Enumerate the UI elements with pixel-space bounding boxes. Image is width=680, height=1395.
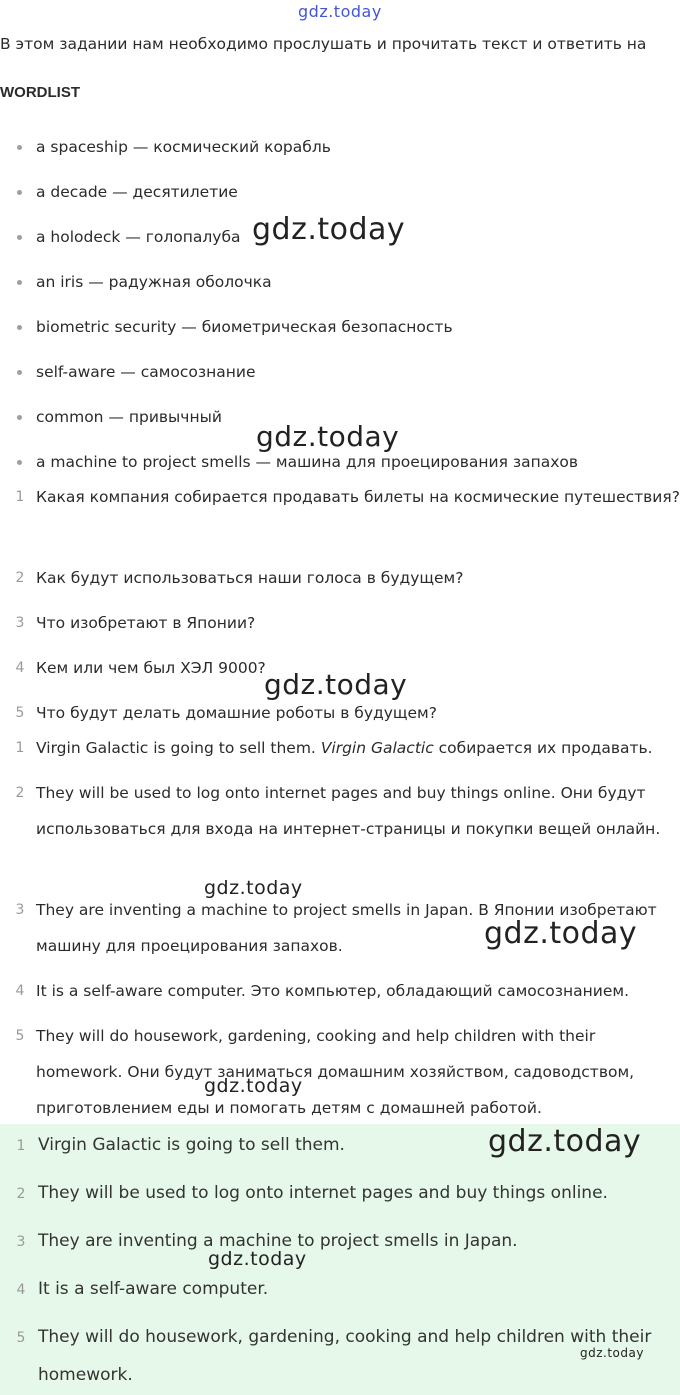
- watermark: gdz.today: [204, 877, 303, 899]
- answer-ru: Они будут использоваться для входа на интернет-страницы и покупки вещей онлайн.: [36, 784, 661, 838]
- question-text: Что изобретают в Японии?: [36, 614, 256, 632]
- wordlist-item-text: a machine to project smells — машина для проецирования запахов: [36, 453, 579, 471]
- final-answer-text: It is a self-aware computer.: [38, 1279, 269, 1299]
- final-answer-number: 2: [16, 1186, 26, 1202]
- bullet-icon: [17, 460, 22, 465]
- bullet-icon: [17, 415, 22, 420]
- answer-en: Virgin Galactic is going to sell them.: [36, 739, 316, 757]
- bullet-icon: [17, 325, 22, 330]
- answer-number: 1: [15, 740, 25, 756]
- final-answer-number: 3: [16, 1234, 26, 1250]
- final-answer-text: They are inventing a machine to project smells in Japan.: [38, 1231, 518, 1251]
- watermark: gdz.today: [252, 212, 406, 247]
- answer-en: They will do housework, gardening, cooking and help children with their homework.: [36, 1027, 596, 1081]
- answer-text: [36, 775, 680, 847]
- wordlist-item-text: a decade — десятилетие: [36, 183, 238, 201]
- question-number: 5: [15, 705, 25, 721]
- wordlist-item-text: an iris — радужная оболочка: [36, 273, 272, 291]
- bullet-icon: [17, 370, 22, 375]
- wordlist-item-text: biometric security — биометрическая безопасность: [36, 318, 453, 336]
- bullet-icon: [17, 190, 22, 195]
- bullet-icon: [17, 280, 22, 285]
- answer-en: They are inventing a machine to project smells in Japan.: [36, 901, 474, 919]
- final-answers-box: [0, 1124, 680, 1395]
- wordlist-item-text: a holodeck — голопалуба: [36, 228, 241, 246]
- wordlist-heading: WORDLIST: [0, 84, 80, 101]
- watermark-top: gdz.today: [298, 2, 382, 21]
- answer-text: [36, 1018, 680, 1126]
- question-text: Кем или чем был ХЭЛ 9000?: [36, 659, 266, 677]
- watermark: gdz.today: [256, 420, 400, 453]
- watermark: gdz.today: [484, 916, 638, 951]
- answer-ru: Они будут заниматься домашним хозяйством, садоводством, приготовлением еды и помогать детям с домашней работой.: [36, 1063, 635, 1117]
- answer-number: 4: [15, 983, 25, 999]
- answer-ru: Это компьютер, обладающий самосознанием.: [250, 982, 629, 1000]
- wordlist-item-text: self-aware — самосознание: [36, 363, 256, 381]
- watermark: gdz.today: [580, 1346, 644, 1360]
- bullet-icon: [17, 235, 22, 240]
- question-number: 2: [15, 570, 25, 586]
- question-text: Как будут использоваться наши голоса в будущем?: [36, 569, 464, 587]
- bullet-icon: [17, 145, 22, 150]
- answer-text: [36, 973, 680, 1009]
- final-answer-number: 4: [16, 1282, 26, 1298]
- question-text: Что будут делать домашние роботы в будущем?: [36, 704, 437, 722]
- wordlist-item-text: a spaceship — космический корабль: [36, 138, 331, 156]
- answer-ru: собирается их продавать.: [433, 739, 653, 757]
- answer-number: 5: [15, 1028, 25, 1044]
- watermark: gdz.today: [208, 1248, 307, 1270]
- question-number: 4: [15, 660, 25, 676]
- final-answer-text: Virgin Galactic is going to sell them.: [38, 1135, 345, 1155]
- intro-text: В этом задании нам необходимо прослушать и прочитать текст и ответить на: [0, 35, 647, 53]
- final-answer-number: 1: [16, 1138, 26, 1154]
- answer-en: It is a self-aware computer.: [36, 982, 246, 1000]
- question-number: 3: [15, 615, 25, 631]
- answer-number: 2: [15, 785, 25, 801]
- answer-ru-italic: Virgin Galactic: [320, 739, 434, 757]
- watermark: gdz.today: [264, 668, 408, 701]
- answer-text: [36, 730, 680, 766]
- wordlist-item-text: common — привычный: [36, 408, 222, 426]
- final-answer-text: They will do housework, gardening, cooking and help children with their homework.: [38, 1327, 652, 1385]
- question-number: 1: [15, 489, 25, 505]
- answer-en: They will be used to log onto internet pages and buy things online.: [36, 784, 556, 802]
- watermark: gdz.today: [204, 1075, 303, 1097]
- question-text: Какая компания собирается продавать билеты на космические путешествия?: [36, 488, 680, 506]
- final-answer-text: They will be used to log onto internet pages and buy things online.: [38, 1183, 608, 1203]
- answer-number: 3: [15, 902, 25, 918]
- answer-ru: В Японии изобретают машину для проецирования запахов.: [36, 901, 657, 955]
- watermark: gdz.today: [488, 1124, 642, 1159]
- final-answer-number: 5: [16, 1330, 26, 1346]
